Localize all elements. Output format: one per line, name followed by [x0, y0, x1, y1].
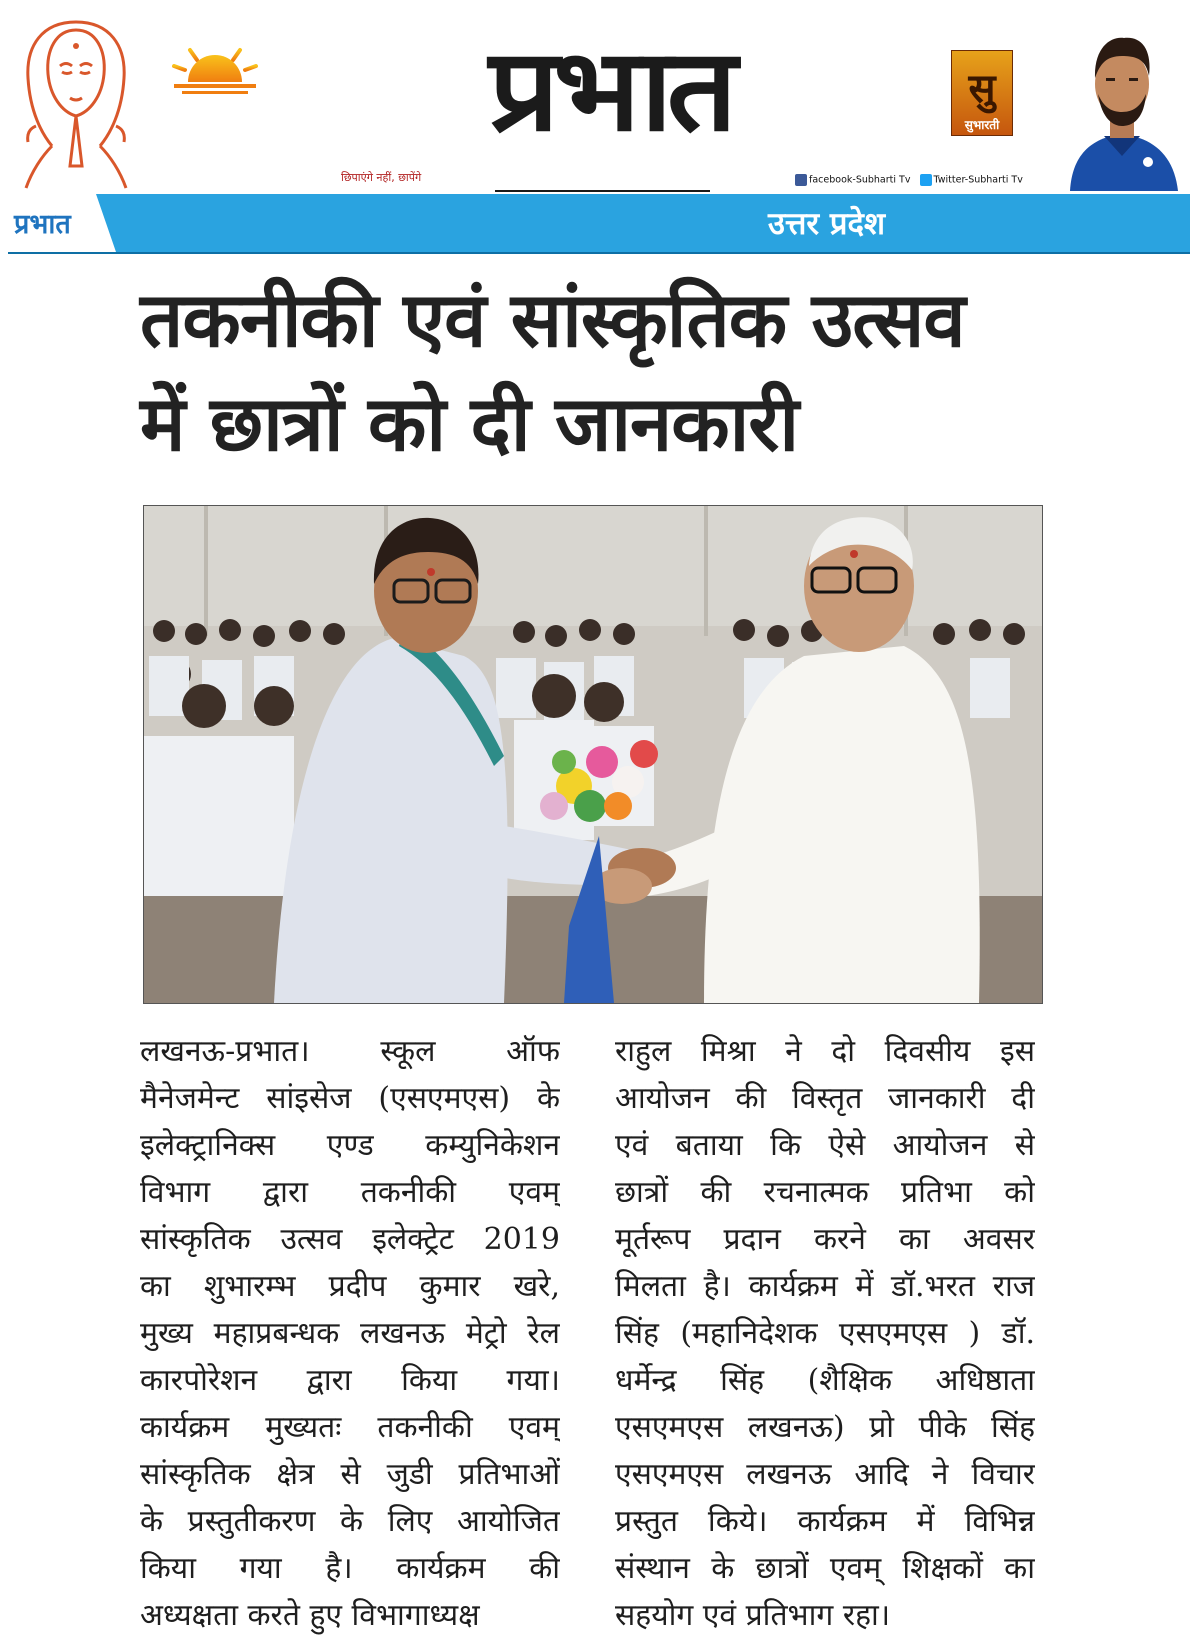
- section-bar: [8, 194, 1190, 254]
- article-text-line: राहुल मिश्रा ने दो दिवसीय इस: [615, 1034, 1035, 1069]
- felicitation-photo: [144, 506, 1042, 1003]
- article-text-line: संस्थान के छात्रों एवम् शिक्षकों का: [615, 1551, 1035, 1586]
- article-text-line: प्रस्तुत किये। कार्यक्रम में विभिन्न: [615, 1504, 1035, 1539]
- article-text-line: एसएमएस लखनऊ आदि ने विचार: [615, 1457, 1035, 1492]
- facebook-handle[interactable]: facebook-Subharti Tv: [809, 174, 911, 186]
- article-text-line: अध्यक्षता करते हुए विभागाध्यक्ष: [140, 1598, 480, 1633]
- article-text-line: सहयोग एवं प्रतिभाग रहा।: [615, 1598, 891, 1633]
- article-headline: [140, 268, 1060, 476]
- article-text-line: आयोजन की विस्तृत जानकारी दी: [615, 1081, 1035, 1116]
- headline-line-2: में छात्रों को दी जानकारी: [140, 379, 799, 468]
- section-left-label[interactable]: प्रभात: [14, 209, 71, 240]
- twitter-handle[interactable]: Twitter-Subharti Tv: [933, 174, 1023, 186]
- article-text-line: मैनेजमेन्ट सांइसेज (एसएमएस) के: [140, 1081, 560, 1116]
- article-text-line: मूर्तरूप प्रदान करने का अवसर: [615, 1222, 1035, 1257]
- article-text-line: एसएमएस लखनऊ) प्रो पीके सिंह: [615, 1410, 1035, 1445]
- facebook-icon: [795, 174, 807, 186]
- article-text-line: सांस्कृतिक उत्सव इलेक्ट्रेट 2019: [140, 1222, 560, 1257]
- article-text-line: लखनऊ-प्रभात। स्कूल ऑफ: [140, 1034, 560, 1069]
- article-text-line: के प्रस्तुतीकरण के लिए आयोजित: [140, 1504, 560, 1539]
- article-column-1: [140, 1028, 560, 1639]
- article-text-line: धर्मेन्द्र सिंह (शैक्षिक अधिष्ठाता: [615, 1363, 1035, 1398]
- social-handles: [795, 174, 1023, 186]
- article-text-line: विभाग द्वारा तकनीकी एवम्: [140, 1175, 560, 1210]
- subharti-glyph: सु: [968, 66, 996, 112]
- article-text-line: सिंह (महानिदेशक एसएमएस ) डॉ.: [615, 1316, 1035, 1351]
- article-photo: [143, 505, 1043, 1004]
- article-text-line: मिलता है। कार्यक्रम में डॉ.भरत राज: [615, 1269, 1035, 1304]
- twitter-icon: [920, 174, 932, 186]
- article-text-line: मुख्य महाप्रबन्धक लखनऊ मेट्रो रेल: [140, 1316, 560, 1351]
- article-text-line: कार्यक्रम मुख्यतः तकनीकी एवम्: [140, 1410, 560, 1445]
- article-text-line: किया गया है। कार्यक्रम की: [140, 1551, 560, 1586]
- cricketer-portrait: [1060, 16, 1185, 191]
- headline-line-1: तकनीकी एवं सांस्कृतिक उत्सव: [140, 275, 965, 364]
- namaste-woman-icon: [12, 16, 140, 191]
- section-region-label[interactable]: उत्तर प्रदेश: [768, 206, 886, 242]
- rising-sun-icon: [168, 38, 263, 98]
- masthead-rule: [495, 190, 710, 192]
- article-text-line: का शुभारम्भ प्रदीप कुमार खरे,: [140, 1269, 560, 1304]
- article-text-line: सांस्कृतिक क्षेत्र से जुडी प्रतिभाओं: [140, 1457, 560, 1492]
- article-text-line: एवं बताया कि ऐसे आयोजन से: [615, 1128, 1035, 1163]
- subharti-badge: [951, 50, 1013, 136]
- newspaper-logo: प्रभात: [488, 24, 732, 158]
- tagline: छिपाएंगे नहीं, छापेंगे: [341, 171, 422, 184]
- article-text-line: कारपोरेशन द्वारा किया गया।: [140, 1363, 560, 1398]
- article-text-line: इलेक्ट्रानिक्स एण्ड कम्युनिकेशन: [140, 1128, 560, 1163]
- article-column-2: [615, 1028, 1035, 1639]
- subharti-label: सुभारती: [964, 118, 1000, 132]
- article-text-line: छात्रों की रचनात्मक प्रतिभा को: [615, 1175, 1035, 1210]
- masthead: [0, 0, 1190, 195]
